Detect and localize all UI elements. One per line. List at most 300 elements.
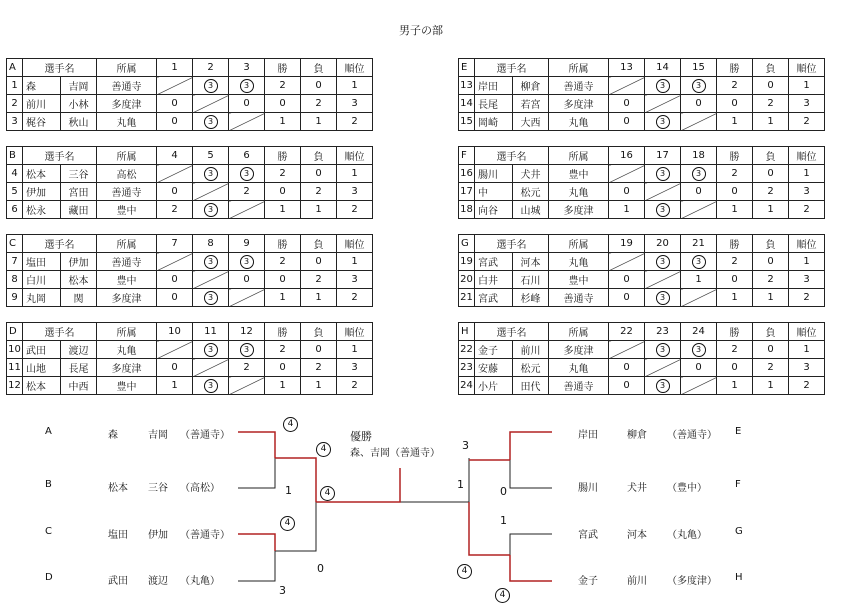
match-score: 0 — [609, 377, 645, 395]
player-number: 22 — [459, 341, 475, 359]
win-score-circle: 3 — [692, 255, 706, 269]
header-losses: 負 — [301, 59, 337, 77]
score-g: 4 — [457, 564, 472, 579]
player-number: 14 — [459, 95, 475, 113]
bracket-affiliation: （丸亀） — [180, 576, 220, 587]
win-score-circle: 3 — [656, 115, 670, 129]
player-name-2: 松元 — [513, 359, 549, 377]
bracket-player-1: 岸田 — [578, 430, 598, 441]
bracket-line-d — [238, 551, 275, 581]
bracket-affiliation: （豊中） — [667, 483, 707, 494]
bracket-group-letter: D — [45, 572, 53, 583]
header-wins: 勝 — [717, 59, 753, 77]
group-id: E — [459, 59, 475, 77]
header-player-name: 選手名 — [23, 323, 97, 341]
header-losses: 負 — [753, 323, 789, 341]
wins: 0 — [265, 359, 301, 377]
player-affiliation: 多度津 — [549, 95, 609, 113]
bracket-line-f — [510, 460, 552, 488]
bracket-player-2: 犬井 — [627, 483, 647, 494]
player-affiliation: 高松 — [97, 165, 157, 183]
bracket-group-letter: B — [45, 479, 52, 490]
player-affiliation: 多度津 — [549, 201, 609, 219]
header-losses: 負 — [753, 59, 789, 77]
player-number: 6 — [7, 201, 23, 219]
player-affiliation: 善通寺 — [97, 77, 157, 95]
player-name-1: 松本 — [23, 377, 61, 395]
header-player-name: 選手名 — [23, 59, 97, 77]
header-opponent-no: 22 — [609, 323, 645, 341]
player-affiliation: 丸亀 — [549, 113, 609, 131]
header-opponent-no: 14 — [645, 59, 681, 77]
group-id: A — [7, 59, 23, 77]
player-name-2: 渡辺 — [61, 341, 97, 359]
match-score: 0 — [609, 271, 645, 289]
header-losses: 負 — [301, 235, 337, 253]
rank: 3 — [337, 95, 373, 113]
header-player-name: 選手名 — [475, 147, 549, 165]
player-name-1: 長尾 — [475, 95, 513, 113]
header-rank: 順位 — [337, 235, 373, 253]
bracket-line-ab — [275, 458, 316, 502]
player-name-2: 三谷 — [61, 165, 97, 183]
player-name-2: 犬井 — [513, 165, 549, 183]
wins: 0 — [265, 183, 301, 201]
match-score: 0 — [157, 183, 193, 201]
player-affiliation: 豊中 — [97, 201, 157, 219]
bracket-group-letter: G — [735, 526, 743, 537]
match-score: 0 — [157, 359, 193, 377]
header-player-name: 選手名 — [475, 235, 549, 253]
group-id: F — [459, 147, 475, 165]
wins: 1 — [717, 113, 753, 131]
header-rank: 順位 — [789, 235, 825, 253]
page-title: 男子の部 — [399, 24, 443, 37]
score-b: 1 — [285, 484, 292, 497]
win-score-circle: 3 — [240, 343, 254, 357]
match-score: 1 — [609, 201, 645, 219]
rank: 1 — [789, 165, 825, 183]
match-score: 1 — [681, 271, 717, 289]
header-affiliation: 所属 — [97, 323, 157, 341]
wins: 1 — [717, 377, 753, 395]
player-affiliation: 多度津 — [97, 289, 157, 307]
rank: 3 — [789, 271, 825, 289]
player-number: 21 — [459, 289, 475, 307]
rank: 3 — [789, 95, 825, 113]
rank: 1 — [789, 253, 825, 271]
wins: 1 — [717, 201, 753, 219]
losses: 0 — [753, 165, 789, 183]
losses: 0 — [301, 165, 337, 183]
win-score-circle: 3 — [240, 255, 254, 269]
match-score: 0 — [609, 183, 645, 201]
wins: 0 — [265, 271, 301, 289]
bracket-affiliation: （多度津） — [667, 576, 717, 587]
player-name-2: 松元 — [513, 183, 549, 201]
win-score-circle: 3 — [204, 343, 218, 357]
header-wins: 勝 — [265, 147, 301, 165]
header-opponent-no: 6 — [229, 147, 265, 165]
player-number: 24 — [459, 377, 475, 395]
match-score: 0 — [681, 359, 717, 377]
rank: 2 — [789, 289, 825, 307]
header-affiliation: 所属 — [97, 59, 157, 77]
rank: 3 — [337, 183, 373, 201]
match-score: 2 — [157, 201, 193, 219]
losses: 1 — [301, 377, 337, 395]
score-ab: 4 — [316, 442, 331, 457]
header-rank: 順位 — [337, 59, 373, 77]
win-score-circle: 3 — [692, 79, 706, 93]
match-score: 0 — [609, 113, 645, 131]
bracket-line-h — [510, 555, 552, 581]
header-affiliation: 所属 — [97, 235, 157, 253]
losses: 0 — [753, 77, 789, 95]
player-name-2: 藏田 — [61, 201, 97, 219]
header-affiliation: 所属 — [97, 147, 157, 165]
win-score-circle: 3 — [204, 167, 218, 181]
match-score: 0 — [681, 95, 717, 113]
bracket-line-a — [238, 432, 275, 458]
bracket-player-2: 三谷 — [148, 483, 168, 494]
player-affiliation: 善通寺 — [97, 253, 157, 271]
score-d: 3 — [279, 584, 286, 597]
player-number: 19 — [459, 253, 475, 271]
header-losses: 負 — [753, 235, 789, 253]
win-score-circle: 3 — [656, 203, 670, 217]
wins: 2 — [717, 77, 753, 95]
header-rank: 順位 — [789, 59, 825, 77]
header-rank: 順位 — [337, 147, 373, 165]
player-name-2: 杉峰 — [513, 289, 549, 307]
player-number: 13 — [459, 77, 475, 95]
header-opponent-no: 4 — [157, 147, 193, 165]
rank: 1 — [789, 77, 825, 95]
score-c: 4 — [280, 516, 295, 531]
player-name-2: 石川 — [513, 271, 549, 289]
player-name-2: 宮田 — [61, 183, 97, 201]
player-number: 23 — [459, 359, 475, 377]
rank: 3 — [337, 271, 373, 289]
header-opponent-no: 10 — [157, 323, 193, 341]
losses: 1 — [753, 201, 789, 219]
wins: 2 — [717, 253, 753, 271]
player-name-1: 前川 — [23, 95, 61, 113]
losses: 2 — [301, 359, 337, 377]
losses: 2 — [301, 183, 337, 201]
bracket-player-2: 伊加 — [148, 530, 168, 541]
player-name-1: 伊加 — [23, 183, 61, 201]
rank: 2 — [789, 201, 825, 219]
player-affiliation: 善通寺 — [549, 77, 609, 95]
player-number: 8 — [7, 271, 23, 289]
winner-label: 優勝 — [350, 430, 372, 443]
losses: 0 — [301, 341, 337, 359]
player-number: 16 — [459, 165, 475, 183]
player-name-1: 腸川 — [475, 165, 513, 183]
player-affiliation: 丸亀 — [97, 113, 157, 131]
header-opponent-no: 21 — [681, 235, 717, 253]
header-opponent-no: 2 — [193, 59, 229, 77]
losses: 1 — [753, 113, 789, 131]
player-number: 10 — [7, 341, 23, 359]
header-opponent-no: 16 — [609, 147, 645, 165]
header-affiliation: 所属 — [549, 59, 609, 77]
player-name-1: 向谷 — [475, 201, 513, 219]
player-number: 12 — [7, 377, 23, 395]
wins: 1 — [265, 289, 301, 307]
rank: 1 — [337, 253, 373, 271]
rank: 3 — [789, 359, 825, 377]
header-opponent-no: 23 — [645, 323, 681, 341]
header-opponent-no: 7 — [157, 235, 193, 253]
bracket-player-1: 松本 — [108, 483, 128, 494]
wins: 0 — [717, 183, 753, 201]
bracket-group-letter: C — [45, 526, 52, 537]
player-affiliation: 多度津 — [549, 341, 609, 359]
wins: 2 — [265, 253, 301, 271]
player-number: 4 — [7, 165, 23, 183]
losses: 0 — [753, 253, 789, 271]
player-name-1: 森 — [23, 77, 61, 95]
group-id: G — [459, 235, 475, 253]
group-id: H — [459, 323, 475, 341]
header-opponent-no: 5 — [193, 147, 229, 165]
player-affiliation: 善通寺 — [97, 183, 157, 201]
player-number: 5 — [7, 183, 23, 201]
bracket-player-2: 河本 — [627, 530, 647, 541]
player-affiliation: 善通寺 — [549, 377, 609, 395]
match-score: 0 — [609, 359, 645, 377]
losses: 2 — [753, 271, 789, 289]
bracket-player-1: 宮武 — [578, 530, 598, 541]
bracket-group-letter: H — [735, 572, 743, 583]
header-opponent-no: 11 — [193, 323, 229, 341]
player-name-1: 梶谷 — [23, 113, 61, 131]
header-affiliation: 所属 — [549, 235, 609, 253]
bracket-line-c — [238, 534, 275, 551]
win-score-circle: 3 — [656, 79, 670, 93]
header-player-name: 選手名 — [23, 147, 97, 165]
player-number: 1 — [7, 77, 23, 95]
score-e: 3 — [462, 439, 469, 452]
wins: 1 — [265, 113, 301, 131]
player-affiliation: 丸亀 — [549, 183, 609, 201]
player-name-2: 山城 — [513, 201, 549, 219]
player-name-1: 岸田 — [475, 77, 513, 95]
bracket-player-2: 吉岡 — [148, 430, 168, 441]
header-losses: 負 — [753, 147, 789, 165]
wins: 2 — [265, 341, 301, 359]
header-player-name: 選手名 — [475, 323, 549, 341]
bracket-player-2: 柳倉 — [627, 430, 647, 441]
player-name-1: 小片 — [475, 377, 513, 395]
header-opponent-no: 15 — [681, 59, 717, 77]
header-wins: 勝 — [265, 323, 301, 341]
bracket-player-2: 渡辺 — [148, 576, 168, 587]
wins: 2 — [265, 165, 301, 183]
match-score: 1 — [157, 377, 193, 395]
win-score-circle: 3 — [692, 167, 706, 181]
bracket-player-1: 武田 — [108, 576, 128, 587]
winner-names: 森、吉岡（善通寺） — [350, 448, 440, 459]
player-name-1: 安藤 — [475, 359, 513, 377]
bracket-player-1: 腸川 — [578, 483, 598, 494]
player-name-1: 岡崎 — [475, 113, 513, 131]
player-name-1: 松本 — [23, 165, 61, 183]
header-losses: 負 — [301, 147, 337, 165]
player-name-1: 塩田 — [23, 253, 61, 271]
player-name-1: 丸岡 — [23, 289, 61, 307]
win-score-circle: 3 — [204, 379, 218, 393]
group-id: D — [7, 323, 23, 341]
rank: 2 — [789, 113, 825, 131]
rank: 1 — [337, 77, 373, 95]
losses: 1 — [753, 289, 789, 307]
bracket-affiliation: （善通寺） — [667, 430, 717, 441]
wins: 0 — [717, 271, 753, 289]
header-opponent-no: 8 — [193, 235, 229, 253]
header-opponent-no: 19 — [609, 235, 645, 253]
header-rank: 順位 — [789, 323, 825, 341]
win-score-circle: 3 — [204, 115, 218, 129]
header-opponent-no: 9 — [229, 235, 265, 253]
win-score-circle: 3 — [204, 255, 218, 269]
bracket-affiliation: （丸亀） — [667, 530, 707, 541]
match-score: 0 — [229, 271, 265, 289]
group-id: B — [7, 147, 23, 165]
rank: 2 — [337, 289, 373, 307]
player-affiliation: 多度津 — [97, 359, 157, 377]
wins: 2 — [717, 341, 753, 359]
bracket-line-gh — [469, 502, 510, 555]
bracket-line-b — [238, 458, 275, 488]
losses: 0 — [301, 253, 337, 271]
match-score: 0 — [157, 95, 193, 113]
player-name-2: 柳倉 — [513, 77, 549, 95]
player-name-1: 中 — [475, 183, 513, 201]
header-opponent-no: 13 — [609, 59, 645, 77]
win-score-circle: 3 — [240, 167, 254, 181]
win-score-circle: 3 — [692, 343, 706, 357]
header-wins: 勝 — [717, 235, 753, 253]
player-name-2: 松本 — [61, 271, 97, 289]
rank: 3 — [789, 183, 825, 201]
losses: 1 — [753, 377, 789, 395]
win-score-circle: 3 — [656, 291, 670, 305]
header-player-name: 選手名 — [475, 59, 549, 77]
header-losses: 負 — [301, 323, 337, 341]
player-name-2: 前川 — [513, 341, 549, 359]
losses: 1 — [301, 201, 337, 219]
player-number: 3 — [7, 113, 23, 131]
player-name-2: 河本 — [513, 253, 549, 271]
wins: 0 — [717, 95, 753, 113]
player-number: 9 — [7, 289, 23, 307]
player-name-1: 宮武 — [475, 289, 513, 307]
win-score-circle: 3 — [656, 167, 670, 181]
bracket-line-e — [510, 432, 552, 460]
player-name-1: 金子 — [475, 341, 513, 359]
header-opponent-no: 1 — [157, 59, 193, 77]
player-name-2: 若宮 — [513, 95, 549, 113]
wins: 1 — [265, 201, 301, 219]
player-number: 2 — [7, 95, 23, 113]
match-score: 0 — [609, 95, 645, 113]
header-affiliation: 所属 — [549, 147, 609, 165]
rank: 2 — [337, 377, 373, 395]
player-affiliation: 丸亀 — [97, 341, 157, 359]
bracket-player-1: 森 — [108, 430, 118, 441]
wins: 0 — [265, 95, 301, 113]
win-score-circle: 3 — [204, 79, 218, 93]
player-name-1: 白川 — [23, 271, 61, 289]
wins: 0 — [717, 359, 753, 377]
losses: 1 — [301, 113, 337, 131]
bracket-line-g — [510, 534, 552, 555]
player-name-1: 宮武 — [475, 253, 513, 271]
player-number: 20 — [459, 271, 475, 289]
player-affiliation: 善通寺 — [549, 289, 609, 307]
win-score-circle: 3 — [204, 291, 218, 305]
player-name-2: 田代 — [513, 377, 549, 395]
player-affiliation: 豊中 — [97, 271, 157, 289]
bracket-group-letter: E — [735, 426, 742, 437]
header-wins: 勝 — [265, 59, 301, 77]
player-name-2: 小林 — [61, 95, 97, 113]
rank: 1 — [789, 341, 825, 359]
player-number: 17 — [459, 183, 475, 201]
wins: 1 — [717, 289, 753, 307]
score-ef: 1 — [500, 514, 507, 527]
losses: 2 — [301, 271, 337, 289]
player-name-1: 白井 — [475, 271, 513, 289]
group-id: C — [7, 235, 23, 253]
header-opponent-no: 20 — [645, 235, 681, 253]
rank: 2 — [789, 377, 825, 395]
bracket-player-1: 金子 — [578, 576, 598, 587]
rank: 1 — [337, 165, 373, 183]
rank: 3 — [337, 359, 373, 377]
score-a: 4 — [283, 417, 298, 432]
player-name-2: 秋山 — [61, 113, 97, 131]
player-number: 7 — [7, 253, 23, 271]
player-affiliation: 多度津 — [97, 95, 157, 113]
player-number: 18 — [459, 201, 475, 219]
header-opponent-no: 3 — [229, 59, 265, 77]
player-affiliation: 豊中 — [549, 165, 609, 183]
match-score: 0 — [157, 113, 193, 131]
player-affiliation: 丸亀 — [549, 359, 609, 377]
score-h: 4 — [495, 588, 510, 603]
player-number: 11 — [7, 359, 23, 377]
player-name-1: 武田 — [23, 341, 61, 359]
player-name-2: 長尾 — [61, 359, 97, 377]
bracket-group-letter: A — [45, 426, 52, 437]
bracket-player-2: 前川 — [627, 576, 647, 587]
losses: 2 — [301, 95, 337, 113]
player-affiliation: 豊中 — [549, 271, 609, 289]
score-f: 0 — [500, 485, 507, 498]
header-wins: 勝 — [717, 147, 753, 165]
losses: 2 — [753, 183, 789, 201]
wins: 1 — [265, 377, 301, 395]
losses: 2 — [753, 95, 789, 113]
win-score-circle: 3 — [204, 203, 218, 217]
header-wins: 勝 — [717, 323, 753, 341]
header-opponent-no: 17 — [645, 147, 681, 165]
